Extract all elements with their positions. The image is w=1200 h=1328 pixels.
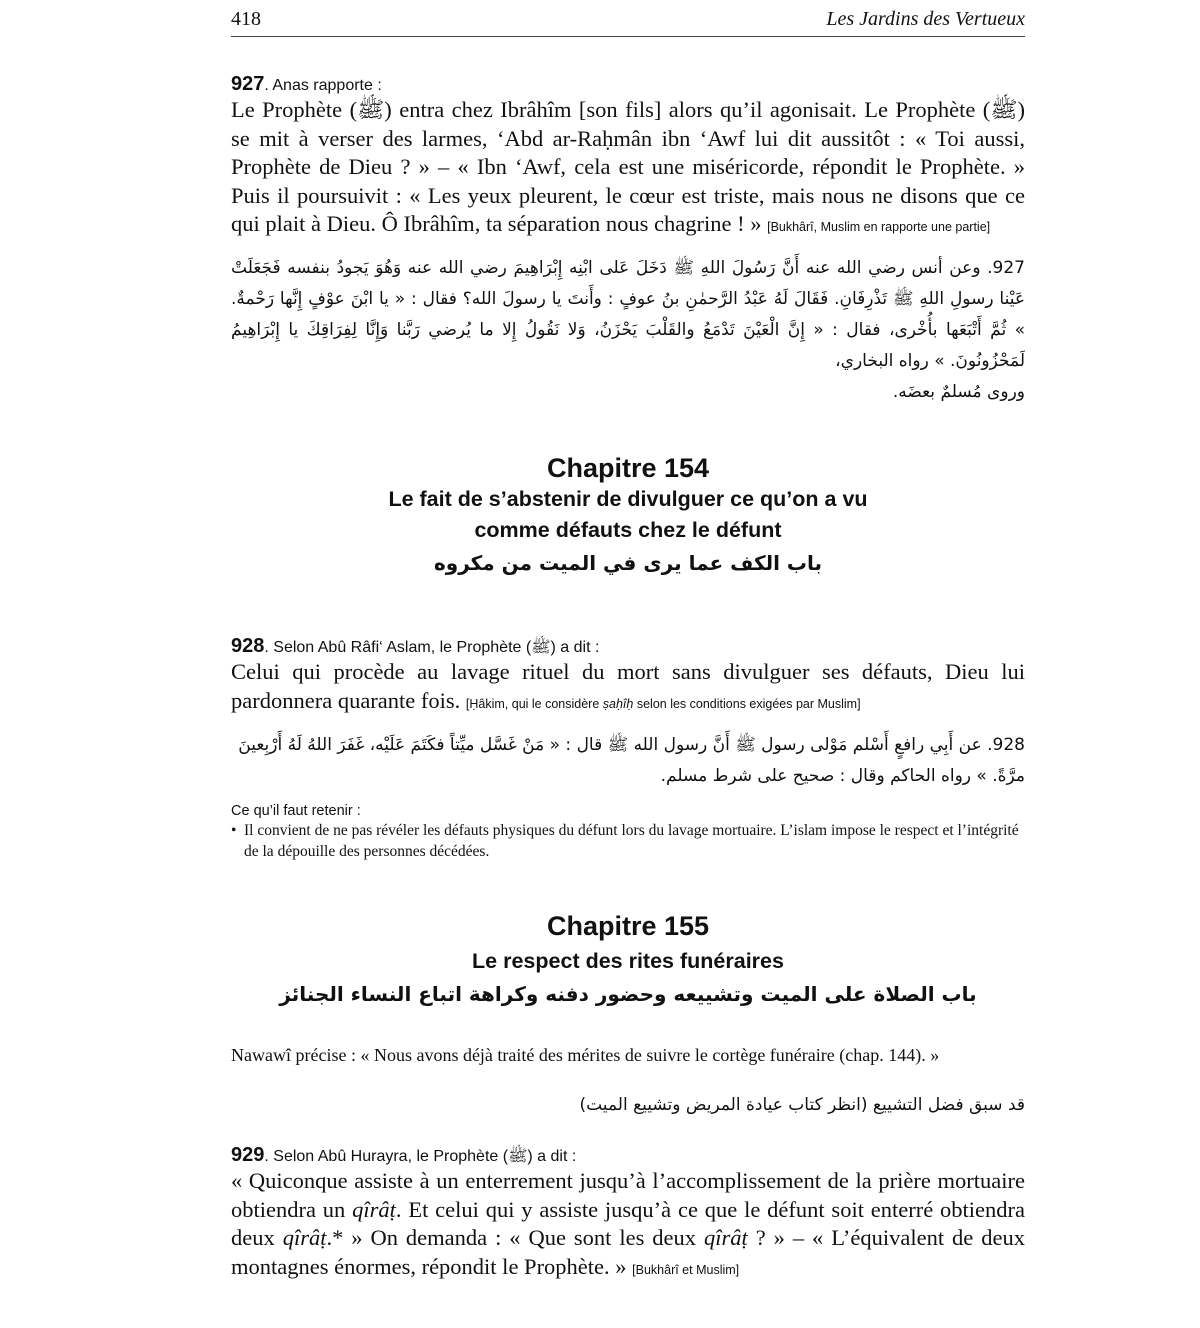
reference-term: ṣaḥîḥ bbox=[602, 696, 634, 711]
hadith-927-arabic bbox=[231, 253, 1025, 408]
hadith-number: 928 bbox=[231, 635, 265, 657]
hadith-928-french bbox=[231, 658, 1025, 718]
chapter-number: Chapitre 155 bbox=[546, 911, 710, 941]
reference-part: [Ḥâkim, qui le considère bbox=[465, 696, 603, 711]
retain-item-text: Il convient de ne pas révéler les défauts physiques du défunt lors du lavage mortuaire. L’islam impose le respect et l’intégrité de la dépouille des personnes décédées. bbox=[244, 822, 1019, 860]
arabic-note-text: قد سبق فضل التشييع (انظر كتاب عيادة المريض وتشييع الميت) bbox=[579, 1095, 1025, 1115]
chapter-title-line-2: comme défauts chez le défunt bbox=[474, 518, 782, 542]
book-title: Les Jardins des Vertueux bbox=[826, 8, 1025, 30]
chapter-155-heading bbox=[231, 910, 1025, 1011]
chapter-arabic-title: باب الكف عما يرى في الميت من مكروه bbox=[433, 551, 823, 575]
french-text: « Quiconque assiste à un enterrement jusqu’à l’accomplissement de la prière mortuaire obtiendra un bbox=[231, 1168, 1025, 1222]
retain-item bbox=[231, 820, 1025, 862]
hadith-928-heading bbox=[231, 636, 1025, 658]
reference-part: selon les conditions exigées par Muslim] bbox=[633, 696, 861, 711]
retain-box bbox=[231, 802, 1025, 862]
hadith-reference bbox=[466, 697, 861, 711]
french-text: .* » On demanda : « Que sont les deux bbox=[326, 1225, 704, 1250]
hadith-number: 929 bbox=[231, 1144, 265, 1166]
arabic-text: 928. عن أَبِي رافعٍ أَسْلم مَوْلى رسول ﷺ أَنَّ رسول الله ﷺ قال : « مَنْ غَسَّل ميِّتاً فكَتَمَ عَلَيْه، غَفَرَ اللهُ لَهُ أَرْبِعينَ bbox=[238, 735, 1025, 755]
arabic-text-last: مرَّةً. » رواه الحاكم وقال : صحيح على شرط مسلم. bbox=[660, 766, 1025, 786]
french-text: ? » – « L’équivalent de deux montagnes énormes, répondit le Prophète. » bbox=[231, 1225, 1025, 1279]
french-text: Celui qui procède au lavage rituel du mort sans divulguer ses défauts, Dieu lui pardonnera quarante fois. bbox=[231, 659, 1025, 713]
hadith-927-french bbox=[231, 96, 1025, 242]
hadith-intro: . Selon Abû Hurayra, le Prophète (ﷺ) a dit : bbox=[264, 1148, 577, 1165]
arabic-note bbox=[231, 1090, 1025, 1121]
hadith-929-french bbox=[231, 1167, 1025, 1284]
hadith-929-heading bbox=[231, 1145, 1025, 1167]
french-text: . Et celui qui y assiste jusqu’à ce que le défunt soit enterré obtiendra deux bbox=[231, 1196, 1026, 1250]
hadith-927-heading bbox=[231, 74, 1025, 96]
chapter-arabic-title: باب الصلاة على الميت وتشييعه وحضور دفنه وكراهة اتباع النساء الجنائز bbox=[279, 982, 977, 1006]
arabic-text-last: وروى مُسلمٌ بعضَه. bbox=[892, 382, 1025, 402]
arabic-text: 927. وعن أنس رضي الله عنه أَنَّ رَسُولَ اللهِ ﷺ دَخَلَ عَلى ابْنِه إِبْرَاهِيمَ رضي الله عنه وَهُوَ يَجودُ بنفسه فَجَعَلَتْ عَيْنا رسولِ اللهِ ﷺ تَذْرِفَانِ. فَقَالَ لَهُ عَبْدُ الرَّحمٰنِ بنُ عوفٍ : وأَنتَ يا رسولَ الله؟ فقال : « يا ابْنَ عوْفٍ إِنَّها رَحْمةٌ. » ثُمَّ أَتْبَعَها بأُخْرى، فقال : « إِنَّ الْعَيْنَ تَدْمَعُ والقَلْبَ يَحْزَنُ، وَلا نَقُولُ إِلا ما يُرضي رَبَّنا وَإِنَّا لِفِرَاقِكَ يا إِبْرَاهِيمُ لَمَحْزُونُونَ. » رواه البخاري، bbox=[231, 258, 1025, 371]
nawawi-note bbox=[231, 1043, 1025, 1067]
hadith-reference: [Bukhârî, Muslim en rapporte une partie] bbox=[767, 220, 991, 234]
chapter-title-line-1: Le fait de s’abstenir de divulguer ce qu’on a vu bbox=[388, 487, 868, 511]
term-qirat: qîrâṭ bbox=[282, 1225, 327, 1250]
retain-label: Ce qu’il faut retenir : bbox=[231, 803, 361, 819]
nawawi-note-text: Nawawî précise : « Nous avons déjà traité des mérites de suivre le cortège funéraire (chap. 144). » bbox=[231, 1045, 940, 1065]
hadith-number: 927 bbox=[231, 73, 265, 95]
french-text: Le Prophète (ﷺ) entra chez Ibrâhîm [son fils] alors qu’il agonisait. Le Prophète (ﷺ) se mit à verser des larmes, ‘Abd ar-Raḥmân ibn ‘Awf lui dit aussitôt : « Toi aussi, Prophète de Dieu ? » – « Ibn ‘Awf, cela est une miséricorde, répondit le Prophète. » Puis il poursuivit : « Les yeux pleurent, le cœur est triste, mais nous ne disons que ce qui plait à Dieu. Ô Ibrâhîm, ta séparation nous chagrine ! » bbox=[231, 97, 1025, 236]
hadith-reference: [Bukhârî et Muslim] bbox=[632, 1262, 740, 1277]
running-head bbox=[231, 6, 1025, 37]
hadith-927 bbox=[231, 74, 1025, 242]
bullet-icon: • bbox=[231, 822, 237, 839]
page-number: 418 bbox=[231, 8, 261, 30]
term-qirat: qîrâṭ bbox=[352, 1196, 396, 1222]
hadith-intro: . Selon Abû Râfi‘ Aslam, le Prophète (ﷺ) a dit : bbox=[264, 639, 600, 656]
hadith-928-arabic bbox=[231, 730, 1025, 792]
hadith-intro: . Anas rapporte : bbox=[264, 77, 382, 94]
hadith-929 bbox=[231, 1145, 1025, 1284]
chapter-title: Le respect des rites funéraires bbox=[472, 949, 784, 973]
chapter-154-heading bbox=[231, 452, 1025, 580]
term-qirat: qîrâṭ bbox=[703, 1225, 748, 1250]
chapter-number: Chapitre 154 bbox=[546, 453, 710, 483]
hadith-928 bbox=[231, 636, 1025, 718]
